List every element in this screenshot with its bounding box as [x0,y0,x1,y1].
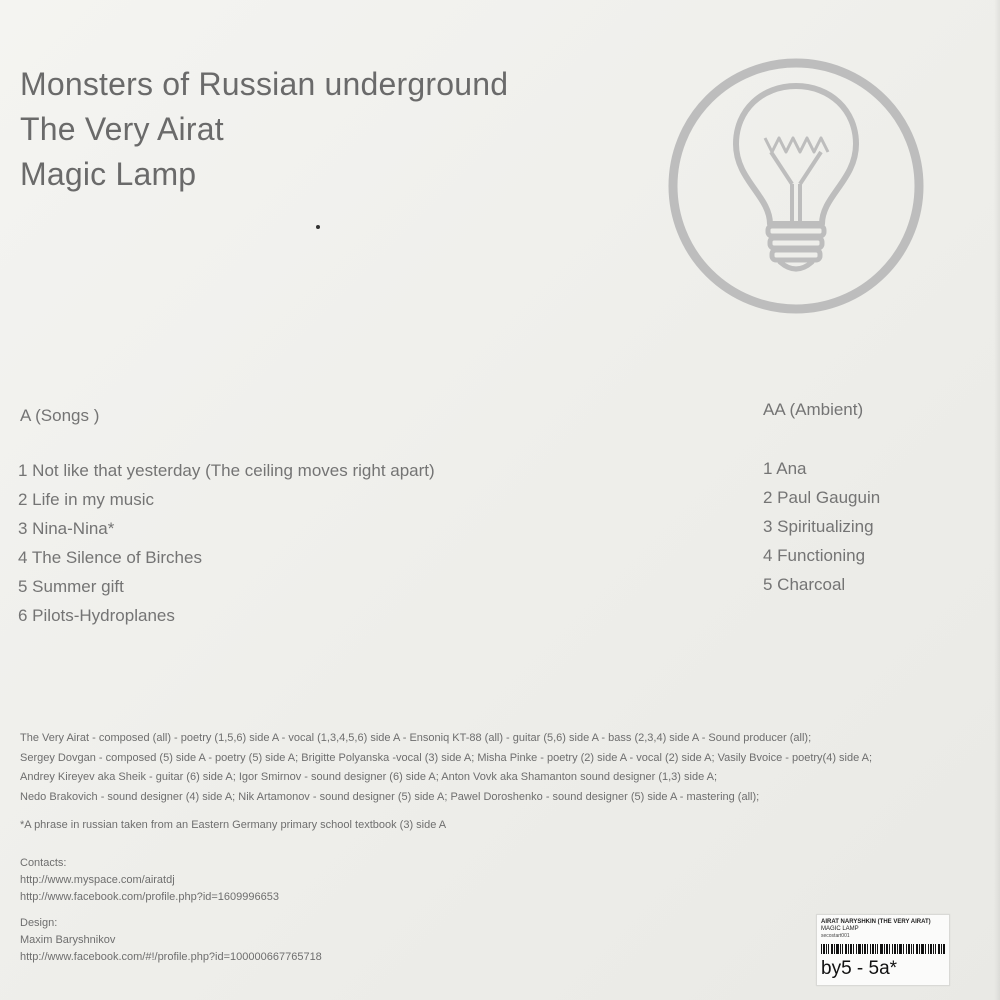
track-item: 2 Life in my music [18,490,155,509]
track-item: 2 Paul Gauguin [763,488,881,507]
designer-link: http://www.facebook.com/#!/profile.php?id=100000667765718 [20,951,322,963]
track-item: 4 Functioning [763,546,866,565]
credit-line: Sergey Dovgan - composed (5) side A - poetry (5) side A; Brigitte Polyanska -vocal (3) side A; Misha Pinke - poetry (2) side A - vocal (2) side A; Vasily Bvoice - poetry(4) side A; [20,751,873,764]
track-item: 4 The Silence of Birches [18,548,202,567]
series-title: Monsters of Russian underground [20,66,509,102]
contact-link: http://www.facebook.com/profile.php?id=1609996653 [20,891,279,903]
side-a-header: A (Songs ) [20,406,100,425]
track-item: 3 Spiritualizing [763,517,874,536]
track-item: 1 Not like that yesterday (The ceiling moves right apart) [18,461,435,480]
contact-link: http://www.myspace.com/airatdj [20,874,175,886]
credit-line: The Very Airat - composed (all) - poetry (1,5,6) side A - vocal (1,3,4,5,6) side A - Ensoniq KT-88 (all) - guitar (5,6) side A - bass (2,3,4) side A - Sound producer (all); [20,732,812,744]
track-item: 3 Nina-Nina* [18,519,115,538]
side-a-tracklist [18,456,435,630]
track-item: 1 Ana [763,459,807,478]
side-aa-header: AA (Ambient) [763,400,864,419]
side-aa-tracklist [763,454,880,599]
footnote: *A phrase in russian taken from an Eastern Germany primary school textbook (3) side A [20,819,447,831]
sticker-catalog: secostart001 [821,933,850,939]
design-block [20,915,322,966]
sticker-artist: AIRAT NARYSHKIN (THE VERY AIRAT) [821,919,931,925]
credits-block [20,729,995,807]
design-label: Design: [20,917,58,929]
catalog-sticker [816,914,950,986]
track-item: 5 Charcoal [763,575,846,594]
track-item: 6 Pilots-Hydroplanes [18,606,175,625]
credit-line: Andrey Kireyev aka Sheik - guitar (6) side A; Igor Smirnov - sound designer (6) side A; Anton Vovk aka Shamanton sound designer (1,3) side A; [20,771,718,783]
sticker-code: by5 - 5a* [821,958,898,979]
artist-name: The Very Airat [20,111,224,147]
credit-line: Nedo Brakovich - sound designer (4) side A; Nik Artamonov - sound designer (5) side A; Pawel Doroshenko - sound designer (5) side A - mastering (all); [20,790,760,803]
designer-name: Maxim Baryshnikov [20,934,116,946]
barcode-icon [821,944,945,954]
album-title: Magic Lamp [20,156,197,192]
track-item: 5 Summer gift [18,577,124,596]
album-title-block [20,62,508,197]
contacts-block [20,855,279,906]
sticker-title: MAGIC LAMP [821,926,859,932]
print-speck [316,225,320,229]
light-bulb-icon [666,56,926,316]
contacts-label: Contacts: [20,857,67,869]
